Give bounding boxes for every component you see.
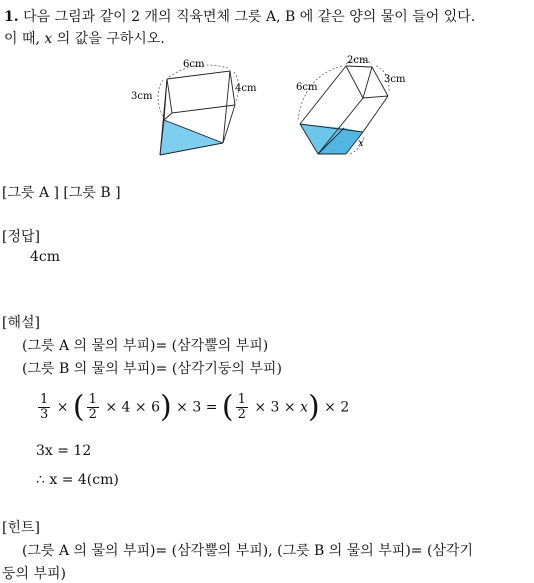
problem-number: 1.	[4, 9, 19, 25]
equation-3: ∴ x = 4(cm)	[36, 472, 119, 488]
answer-heading: [정답]	[2, 229, 40, 245]
figure-b-left-label: 6cm	[296, 82, 318, 93]
problem-text-1: 다음 그림과 같이 2 개의 직육면체 그릇 A, B 에 같은 양의 물이 들어 있다.	[23, 9, 476, 25]
fraction-one-half-2: $\frac{1}{2}$	[237, 392, 246, 422]
problem-text-2a: 이 때,	[4, 31, 45, 47]
figure-a-left-label: 3cm	[131, 91, 153, 102]
figure-b-right-label: 3cm	[384, 74, 406, 85]
figure-a-right-label: 4cm	[235, 83, 257, 94]
figure-b-top-label: 2cm	[347, 55, 369, 66]
explanation-heading: [해설]	[2, 315, 40, 331]
explanation-line-1: (그릇 A 의 물의 부피)= (삼각뿔의 부피)	[22, 338, 269, 354]
problem-line-1	[4, 6, 475, 26]
figure-a-top-label: 6cm	[183, 59, 205, 70]
hint-line-1: (그릇 A 의 물의 부피)= (삼각뿔의 부피), (그릇 B 의 물의 부피)= (삼각기	[22, 543, 473, 559]
figure-container-a	[125, 55, 265, 160]
explanation-line-2: (그릇 B 의 물의 부피)= (삼각기둥의 부피)	[22, 361, 282, 377]
figure-a-water	[160, 120, 223, 155]
figure-container-b	[290, 52, 420, 160]
fraction-one-third: $\frac{1}{3}$	[40, 392, 49, 422]
fraction-one-half: $\frac{1}{2}$	[88, 392, 97, 422]
hint-heading: [힌트]	[2, 520, 40, 536]
equation-2: 3x = 12	[36, 443, 92, 459]
figure-captions: [그릇 A ] [그릇 B ]	[2, 185, 121, 201]
equation-1: $\frac{1}{3}$ × ( $\frac{1}{2}$ × 4 × 6) × 3 = ( $\frac{1}{2}$ × 3 × x) × 2	[40, 389, 350, 425]
problem-text-2b: 의 값을 구하시오.	[52, 31, 165, 47]
figure-b-bottom-label: x	[358, 138, 364, 149]
hint-line-2: 둥의 부피)	[2, 566, 67, 582]
problem-line-2	[4, 28, 165, 48]
problem-var-x: x	[44, 31, 53, 47]
answer-value: 4cm	[30, 249, 61, 265]
